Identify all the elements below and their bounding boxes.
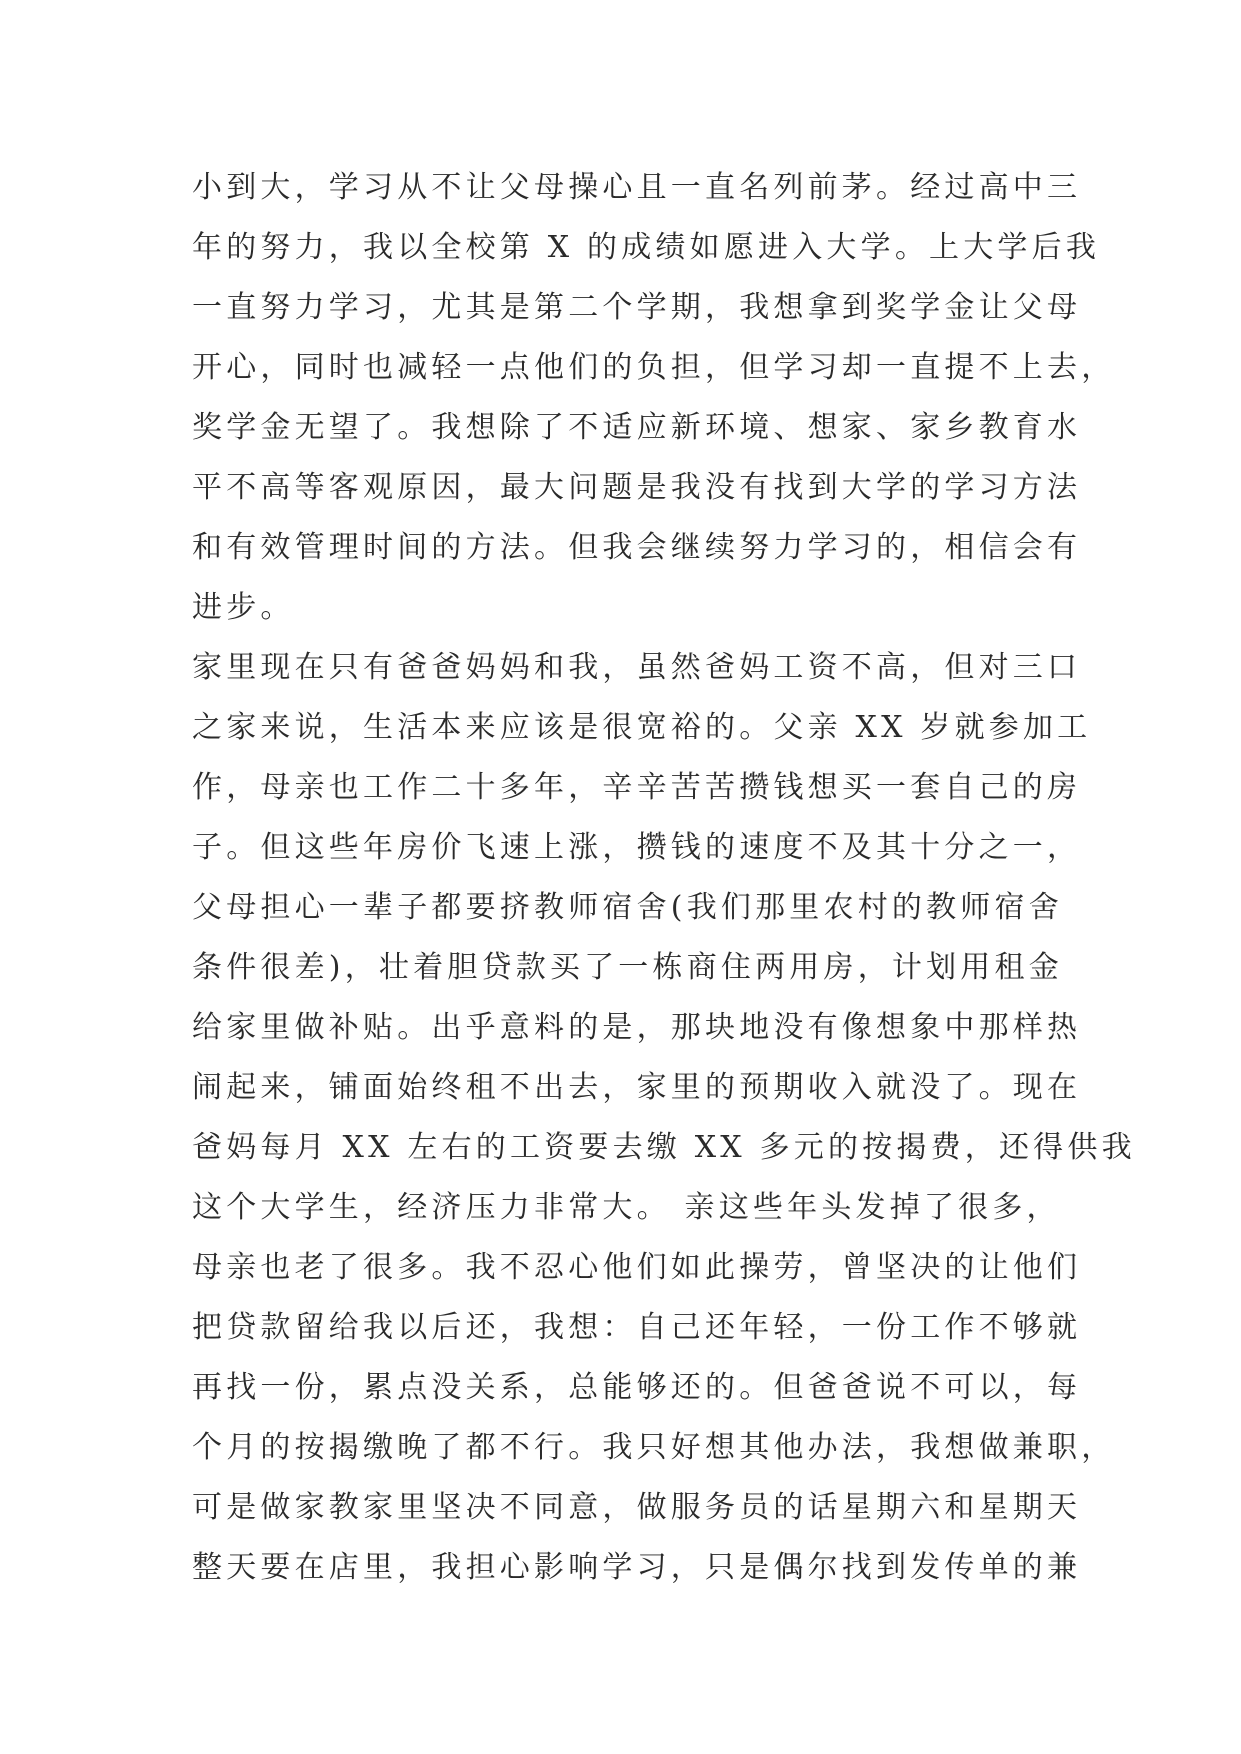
text-line: 把贷款留给我以后还，我想：自己还年轻，一份工作不够就	[192, 1310, 1082, 1345]
text-line: 子。但这些年房价飞速上涨，攒钱的速度不及其十分之一，	[192, 830, 1082, 865]
text-line: 奖学金无望了。我想除了不适应新环境、想家、家乡教育水	[192, 410, 1082, 445]
text-line: 给家里做补贴。出乎意料的是，那块地没有像想象中那样热	[192, 1010, 1082, 1045]
text-line: 闹起来，铺面始终租不出去，家里的预期收入就没了。现在	[192, 1070, 1082, 1105]
text-line: 之家来说，生活本来应该是很宽裕的。父亲 XX 岁就参加工	[192, 710, 1092, 745]
body-text	[192, 158, 1136, 1598]
text-line: 爸妈每月 XX 左右的工资要去缴 XX 多元的按揭费，还得供我	[192, 1130, 1136, 1165]
text-line: 作，母亲也工作二十多年，辛辛苦苦攒钱想买一套自己的房	[192, 770, 1082, 805]
text-line: 和有效管理时间的方法。但我会继续努力学习的，相信会有	[192, 530, 1082, 565]
text-line: 再找一份，累点没关系，总能够还的。但爸爸说不可以，每	[192, 1370, 1082, 1405]
text-line: 这个大学生，经济压力非常大。 亲这些年头发掉了很多，	[192, 1190, 1061, 1225]
text-line: 可是做家教家里坚决不同意，做服务员的话星期六和星期天	[192, 1490, 1082, 1525]
text-line: 小到大，学习从不让父母操心且一直名列前茅。经过高中三	[192, 170, 1082, 205]
text-line: 一直努力学习，尤其是第二个学期，我想拿到奖学金让父母	[192, 290, 1082, 325]
text-line: 个月的按揭缴晚了都不行。我只好想其他办法，我想做兼职，	[192, 1430, 1116, 1465]
text-line: 母亲也老了很多。我不忍心他们如此操劳，曾坚决的让他们	[192, 1250, 1082, 1285]
text-line: 平不高等客观原因，最大问题是我没有找到大学的学习方法	[192, 470, 1082, 505]
text-line: 进步。	[192, 590, 295, 625]
text-line: 整天要在店里，我担心影响学习，只是偶尔找到发传单的兼	[192, 1550, 1082, 1585]
text-line: 条件很差)，壮着胆贷款买了一栋商住两用房，计划用租金	[192, 950, 1063, 985]
text-line: 父母担心一辈子都要挤教师宿舍(我们那里农村的教师宿舍	[192, 890, 1063, 925]
text-line: 年的努力，我以全校第 X 的成绩如愿进入大学。上大学后我	[192, 230, 1101, 265]
text-line: 开心，同时也减轻一点他们的负担，但学习却一直提不上去，	[192, 350, 1116, 385]
text-line: 家里现在只有爸爸妈妈和我，虽然爸妈工资不高，但对三口	[192, 650, 1082, 685]
